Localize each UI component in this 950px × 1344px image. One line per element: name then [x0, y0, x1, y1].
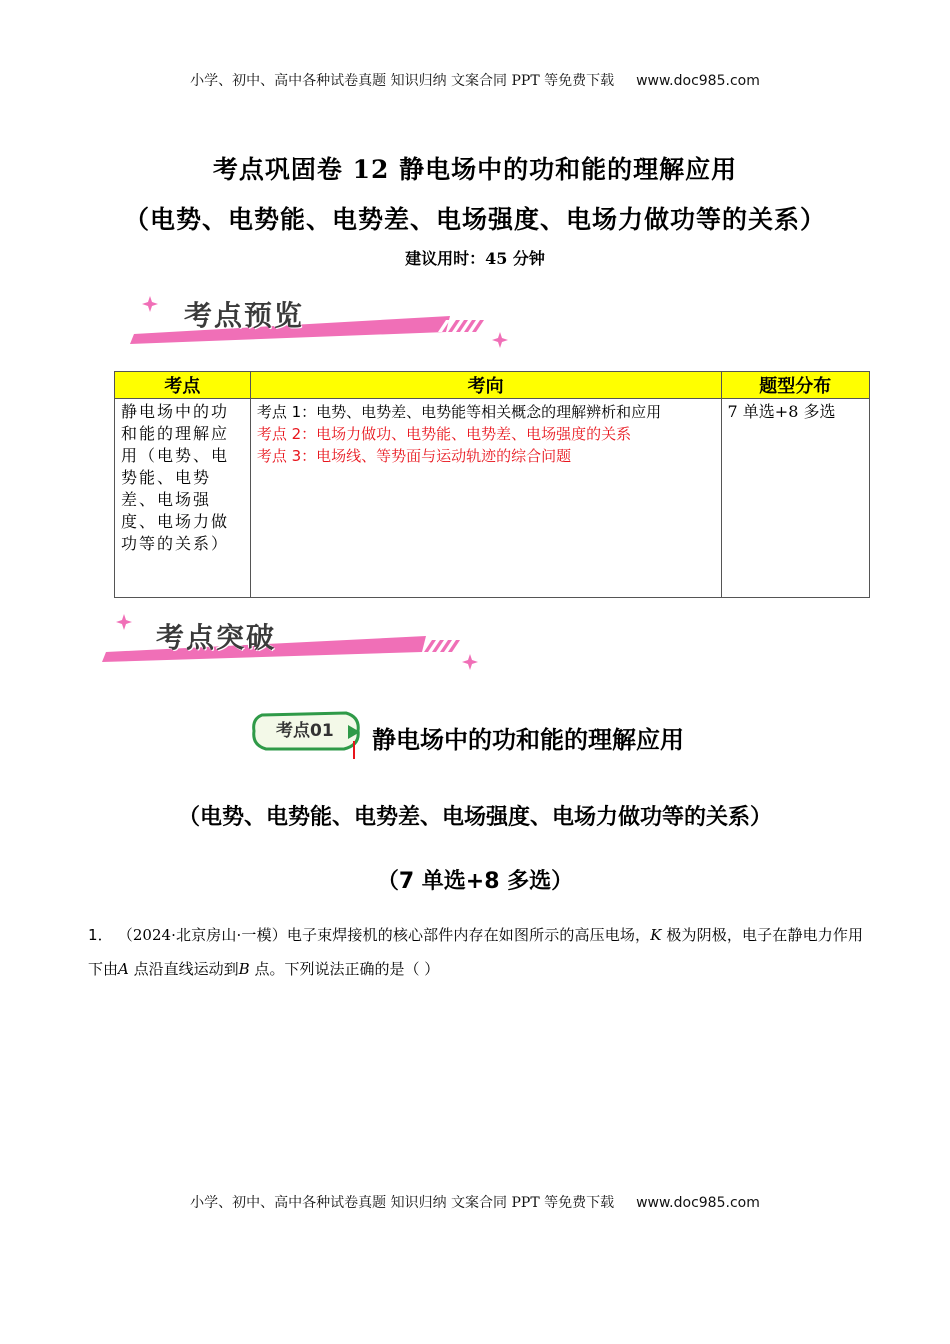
section-title: 静电场中的功和能的理解应用 — [372, 726, 684, 754]
page-header — [0, 70, 950, 90]
page-title: 考点巩固卷 12 静电场中的功和能的理解应用 — [212, 155, 738, 184]
footer-text: 小学、初中、高中各种试卷真题 知识归纳 文案合同 PPT 等免费下载 — [190, 1195, 615, 1211]
footer-site: www.doc985.com — [636, 1195, 760, 1211]
section-count: （7 单选+8 多选） — [376, 869, 574, 894]
header-site: www.doc985.com — [636, 73, 760, 89]
table-header-direction: 考向 — [250, 372, 721, 399]
badge-label: 考点01 — [276, 721, 334, 741]
question-text-b: 极为阴极，电子在静电力作用下由 — [88, 926, 863, 978]
preview-banner — [120, 282, 520, 352]
direction-item-2: 考点 2：电场力做功、电势能、电势差、电场强度的关系 — [256, 425, 632, 443]
question-text-d: 点。下列说法正确的是（ ） — [249, 960, 440, 978]
breakthrough-banner-label: 考点突破 — [156, 621, 277, 654]
question-number: 1． — [88, 926, 113, 944]
direction-item-1: 考点 1：电势、电势差、电势能等相关概念的理解辨析和应用 — [256, 403, 662, 421]
var-k: K — [650, 926, 662, 944]
table-cell-distribution: 7 单选+8 多选 — [721, 399, 869, 598]
badge-shape — [248, 705, 368, 760]
preview-banner-label: 考点预览 — [184, 299, 305, 332]
direction-item-3: 考点 3：电场线、等势面与运动轨迹的综合问题 — [256, 447, 572, 465]
table-cell-directions — [250, 399, 721, 598]
overview-table — [114, 371, 870, 598]
table-row — [115, 399, 870, 598]
var-a: A — [118, 960, 129, 978]
table-header-row — [115, 372, 870, 399]
table-cell-topic: 静电场中的功和能的理解应用（电势、电势能、电势差、电场强度、电场力做功等的关系） — [115, 399, 251, 598]
question-text-a: 电子束焊接机的核心部件内存在如图所示的高压电场， — [286, 926, 651, 944]
question-text-c: 点沿直线运动到 — [128, 960, 239, 978]
header-text: 小学、初中、高中各种试卷真题 知识归纳 文案合同 PPT 等免费下载 — [190, 73, 615, 89]
page-subtitle: （电势、电势能、电势差、电场强度、电场力做功等的关系） — [123, 205, 826, 234]
table-header-topic: 考点 — [115, 372, 251, 399]
question-source: （2024·北京房山·一模） — [117, 926, 287, 944]
suggested-time: 建议用时：45 分钟 — [405, 249, 545, 268]
question-1 — [88, 918, 863, 986]
preview-banner-graphic — [120, 282, 520, 352]
breakthrough-banner — [96, 600, 496, 675]
table-header-distribution: 题型分布 — [721, 372, 869, 399]
section-subtitle: （电势、电势能、电势差、电场强度、电场力做功等的关系） — [177, 805, 772, 830]
page-footer — [0, 1192, 950, 1212]
section-badge — [248, 705, 368, 764]
var-b: B — [238, 960, 250, 978]
